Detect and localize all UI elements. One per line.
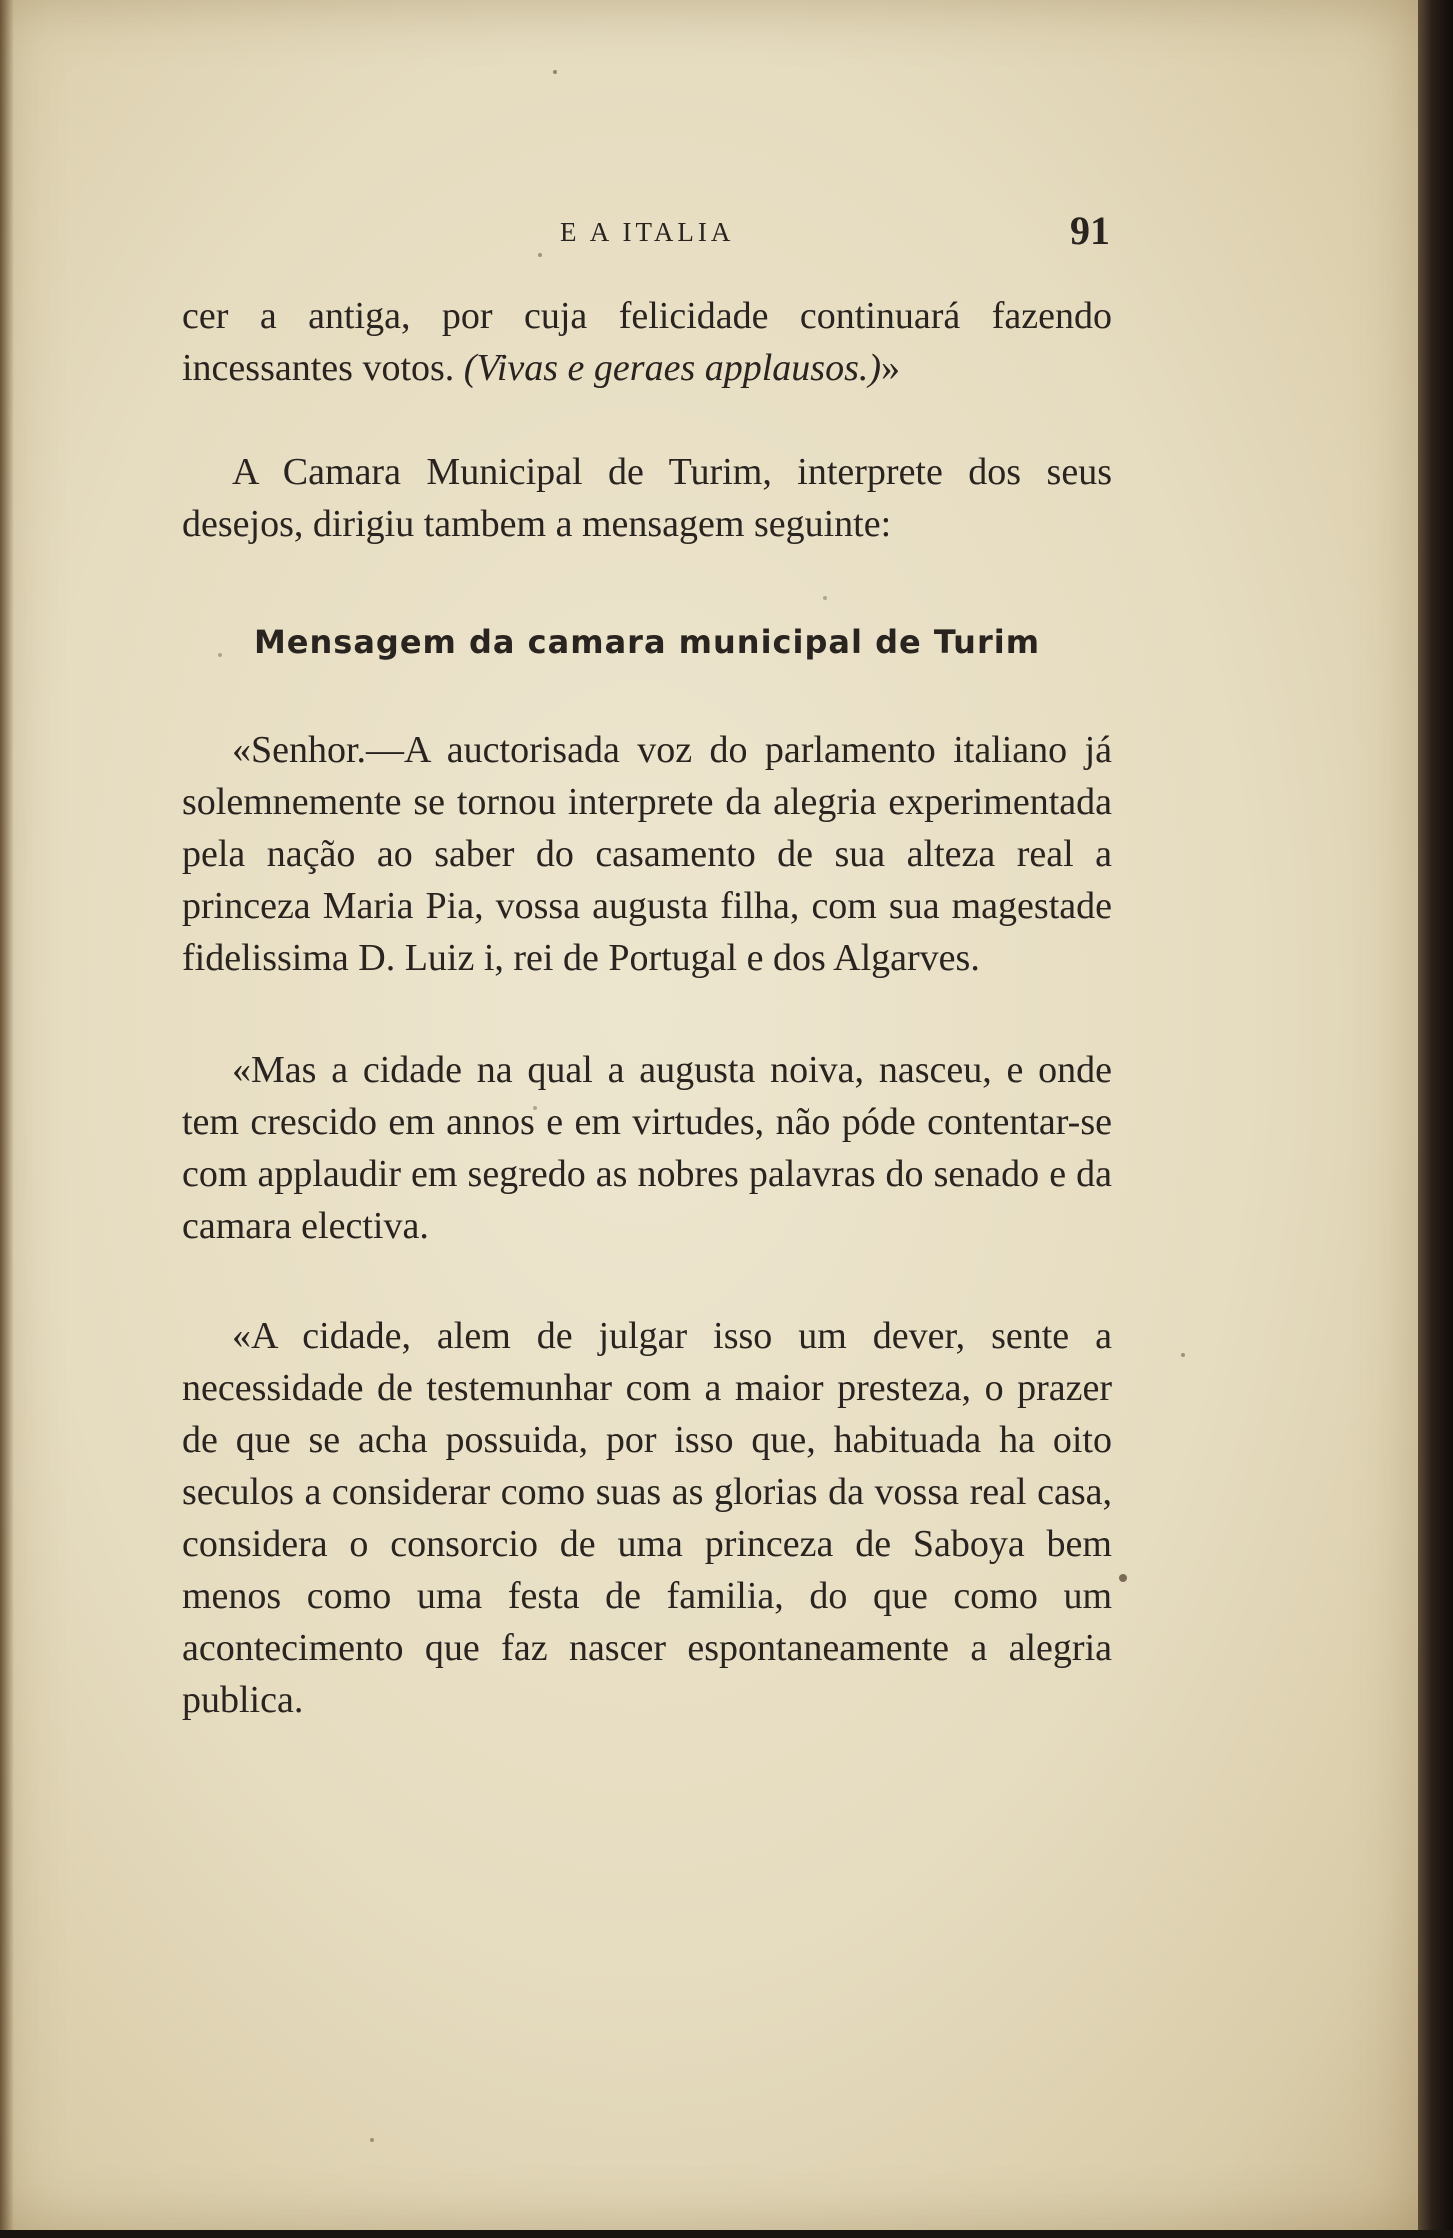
paragraph-cidade-dever: «A cidade, alem de julgar isso um dever, sente a necessidade de testemunhar com a maior presteza, o prazer de que se acha possuida, por isso que, habituada ha oito seculos a considerar como suas as glorias da vossa real casa, considera o consorcio de uma princeza de Saboya bem menos como uma festa de familia, do que como um acontecimento que faz nascer espontaneamente a alegria publica.	[182, 1315, 1112, 1721]
applause-note: (Vivas e geraes applausos.)	[463, 347, 882, 389]
paragraph-continuation-text: cer a antiga, por cuja felicidade continuará fazendo incessantes votos.	[182, 295, 1112, 389]
page-edge	[1418, 0, 1453, 2238]
paragraph-senhor: «Senhor.—A auctorisada voz do parlamento italiano já solemnemente se tornou interprete da alegria experimentada pela nação ao saber do casamento de sua alteza real a princeza Maria Pia, vossa augusta filha, com sua magestade fidelissima D. Luiz i, rei de Portugal e dos Algarves.	[182, 729, 1112, 979]
bottom-edge	[0, 2230, 1453, 2238]
paragraph-continuation	[182, 290, 1112, 394]
paragraph-cidade-noiva: «Mas a cidade na qual a augusta noiva, nasceu, e onde tem crescido em annos e em virtudes, não póde contentar-se com applaudir em segredo as nobres palavras do senado e da camara electiva.	[182, 1049, 1112, 1247]
spine-shadow	[0, 0, 14, 2232]
running-title: E A ITALIA	[560, 217, 735, 247]
text-body	[182, 290, 1112, 1726]
page-header	[180, 205, 1110, 255]
section-heading: Mensagem da camara municipal de Turim	[253, 623, 1041, 661]
paragraph-camara: A Camara Municipal de Turim, interprete dos seus desejos, dirigiu tambem a mensagem seguinte:	[182, 451, 1112, 545]
page-number: 91	[1070, 208, 1110, 253]
closing-quote: »	[881, 347, 901, 389]
